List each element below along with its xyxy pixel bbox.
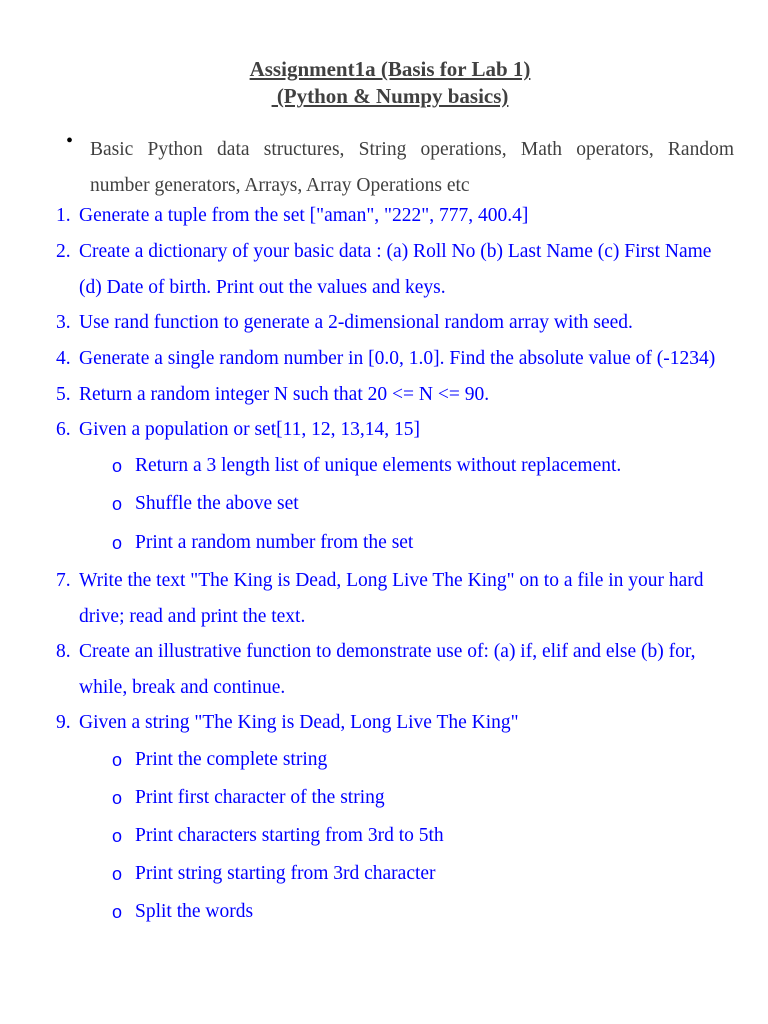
item-text-line-2: (d) Date of birth. Print out the values and keys. [79, 277, 446, 298]
sub-item [112, 748, 327, 772]
item-text: Generate a tuple from the set ["aman", "222", 777, 400.4] [79, 205, 529, 226]
item-text-line-1: Create a dictionary of your basic data : (a) Roll No (b) Last Name (c) First Name [79, 241, 712, 262]
intro-bullet-line-1: Basic Python data structures, String operations, Math operators, Random [90, 139, 734, 160]
item-text-line-2: while, break and continue. [79, 677, 286, 698]
sub-item [112, 454, 621, 478]
item-number: 4. [56, 348, 71, 369]
item-text-line-1: Create an illustrative function to demonstrate use of: (a) if, elif and else (b) for, [79, 641, 696, 662]
list-item-4 [56, 341, 756, 377]
item-number: 5. [56, 384, 71, 405]
list-item-9 [56, 705, 736, 741]
sub-item-text: Print characters starting from 3rd to 5th [135, 825, 444, 846]
item-number: 9. [56, 712, 71, 733]
sub-item-text: Shuffle the above set [135, 493, 299, 514]
list-item-5 [56, 377, 736, 413]
bullet-marker: • [66, 130, 74, 152]
sub-item-text: Print a random number from the set [135, 532, 414, 553]
item-text-line-2: drive; read and print the text. [79, 606, 306, 627]
list-item-8 [56, 634, 736, 706]
item-number: 7. [56, 570, 71, 591]
intro-bullet [62, 132, 734, 204]
list-item-2 [56, 234, 736, 306]
item-number: 2. [56, 241, 71, 262]
sub-bullet-marker: o [112, 533, 123, 553]
sub-bullet-marker: o [112, 826, 123, 846]
item-number: 1. [56, 205, 71, 226]
sub-item [112, 862, 436, 886]
sub-item-text: Print the complete string [135, 749, 328, 770]
sub-item-text: Return a 3 length list of unique elements without replacement. [135, 455, 622, 476]
assignment-subtitle: (Python & Numpy basics) [271, 84, 509, 108]
item-text: Generate a single random number in [0.0, 1.0]. Find the absolute value of (-1234) [79, 348, 716, 369]
list-item-1 [56, 198, 736, 234]
item-text: Use rand function to generate a 2-dimensional random array with seed. [79, 312, 633, 333]
sub-item [112, 824, 444, 848]
item-number: 3. [56, 312, 71, 333]
sub-item [112, 531, 413, 555]
item-text: Given a population or set[11, 12, 13,14, 15] [79, 419, 421, 440]
assignment-title: Assignment1a (Basis for Lab 1) [249, 57, 531, 81]
intro-bullet-line-2: number generators, Arrays, Array Operations etc [90, 175, 470, 196]
item-number: 8. [56, 641, 71, 662]
item-number: 6. [56, 419, 71, 440]
list-item-3 [56, 305, 736, 341]
item-text-line-1: Write the text "The King is Dead, Long Live The King" on to a file in your hard [79, 570, 704, 591]
sub-bullet-marker: o [112, 864, 123, 884]
list-item-6 [56, 412, 736, 448]
list-item-7 [56, 563, 736, 635]
sub-bullet-marker: o [112, 788, 123, 808]
sub-item-text: Split the words [135, 901, 254, 922]
item-text: Return a random integer N such that 20 <= N <= 90. [79, 384, 490, 405]
sub-bullet-marker: o [112, 456, 123, 476]
sub-bullet-marker: o [112, 494, 123, 514]
sub-item [112, 786, 385, 810]
sub-item [112, 900, 253, 924]
sub-bullet-marker: o [112, 750, 123, 770]
sub-item-text: Print first character of the string [135, 787, 385, 808]
sub-item [112, 492, 299, 516]
item-text: Given a string "The King is Dead, Long Live The King" [79, 712, 519, 733]
sub-item-text: Print string starting from 3rd character [135, 863, 436, 884]
sub-bullet-marker: o [112, 902, 123, 922]
